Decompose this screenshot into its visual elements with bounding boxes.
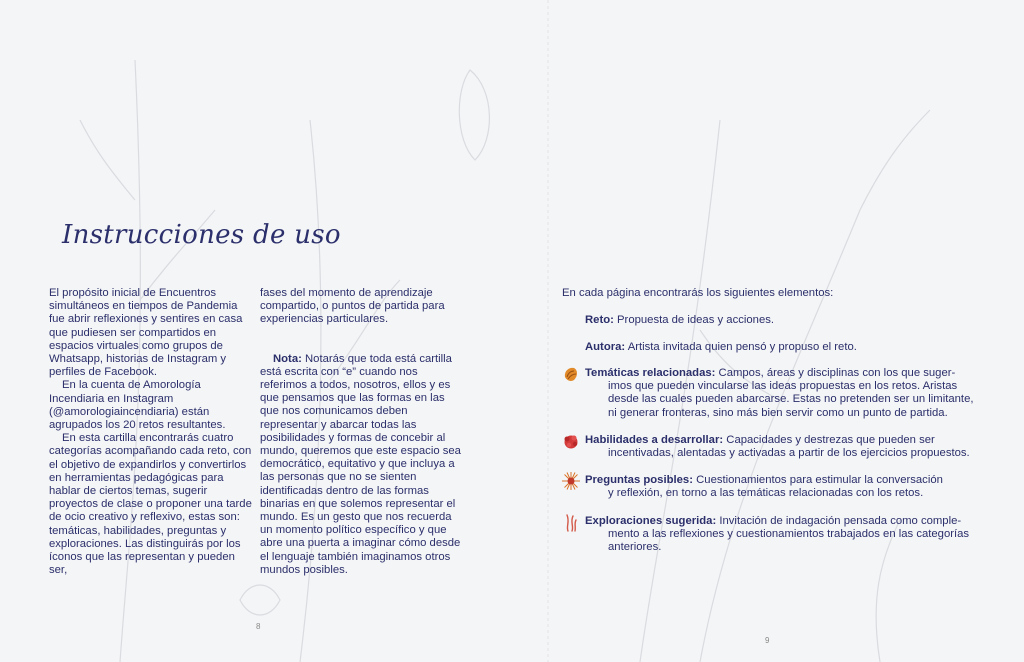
exploraciones-line3: anteriores. (608, 541, 662, 554)
exploraciones-label: Exploraciones sugerida: (585, 515, 717, 527)
item-tematicas (585, 367, 985, 420)
autora-text: Artista invitada quien pensó y propuso el reto. (627, 341, 857, 353)
left-column-1 (49, 287, 254, 577)
paragraph-categories: En esta cartilla encontrarás cuatro categorías acompañando cada reto, con el objetivo de expandirlos y convertirlos en herramientas pedagógicas para hablar de ciertos temas, sugerir proyectos de clase o proponer una tarde de ocio creativo y reflexivo, estas son: temáticas, habilidades, preguntas y exploraciones. Las distinguirás por los íconos que las representan y pueden ser, (49, 432, 252, 577)
nota-text: Notarás que toda está cartilla está escrita con “e” cuando nos referimos a todos, nosotros, ellos y es que pensamos que las formas en las que nos comunicamos deben representar y abarcar todas las posibilidades y formas de concebir al mundo, queremos que este espacio sea democrático, equitativo y que incluya a las personas que no se sienten identificadas dentro de las formas binarias en que solemos representar el mundo. Es un gesto que nos recuerda un momento político específico y que abre una puerta a imaginar cómo desde el lenguaje también imaginamos otros mundos posibles. (260, 352, 461, 576)
paragraph-instagram: En la cuenta de Amorología Incendiaria en Instagram (@amorologiaincendiaria) están agrupados los 20 retos resultantes. (49, 379, 226, 432)
page-number-right: 9 (765, 636, 770, 645)
page-number-left: 8 (256, 622, 261, 631)
item-habilidades (585, 434, 985, 460)
habilidades-line2: incentivadas, alentadas y activadas a partir de los ejercicios propuestos. (608, 447, 970, 460)
habilidades-label: Habilidades a desarrollar: (585, 434, 724, 446)
left-column-2 (260, 287, 465, 577)
preguntas-line2: y reflexión, en torno a las temáticas relacionadas con los retos. (608, 487, 924, 500)
preguntas-label: Preguntas posibles: (585, 474, 693, 486)
autora-label: Autora: (585, 341, 626, 353)
reto-text: Propuesta de ideas y acciones. (617, 314, 775, 326)
exploraciones-line1: Invitación de indagación pensada como comple- (719, 515, 962, 527)
paragraph-purpose: El propósito inicial de Encuentros simultáneos en tiempos de Pandemia fue abrir reflexiones y sentires en casa que pudiesen ser compartidos en espacios virtuales como grupos de Whatsapp, historias de Instagram y perfiles de Facebook. (49, 287, 243, 379)
paragraph-phases: fases del momento de aprendizaje compartido, o puntos de partida para experiencias particulares. (260, 287, 445, 326)
preguntas-line1: Cuestionamientos para estimular la conversación (696, 474, 943, 486)
autora-line (585, 341, 985, 354)
paragraph-nota (260, 353, 465, 577)
exploraciones-line2: mento a las reflexiones y cuestionamientos trabajados en las categorías (608, 528, 970, 541)
tematicas-line2: imos que pueden vincularse las ideas propuestas en los retos. Aristas (608, 380, 958, 393)
reto-line (585, 314, 985, 327)
reto-label: Reto: (585, 314, 614, 326)
habilidades-line1: Capacidades y destrezas que pueden ser (726, 434, 935, 446)
page-title: Instrucciones de uso (62, 220, 341, 250)
tematicas-line3: desde las cuales pueden abarcarse. Estas no pretenden ser un limitante, (608, 393, 974, 406)
nota-label: Nota: (273, 352, 302, 365)
shell-icon (561, 365, 581, 385)
tematicas-label: Temáticas relacionadas: (585, 367, 716, 379)
tematicas-line4: ni generar fronteras, sino más bien servir como un punto de partida. (608, 406, 948, 419)
coral-icon (561, 431, 581, 451)
tematicas-line1: Campos, áreas y disciplinas con los que suger- (718, 367, 956, 379)
item-exploraciones (585, 515, 985, 555)
right-intro: En cada página encontrarás los siguientes elementos: (562, 287, 834, 299)
item-preguntas (585, 474, 985, 500)
seaweed-icon (561, 512, 581, 532)
sea-urchin-icon (561, 471, 581, 491)
